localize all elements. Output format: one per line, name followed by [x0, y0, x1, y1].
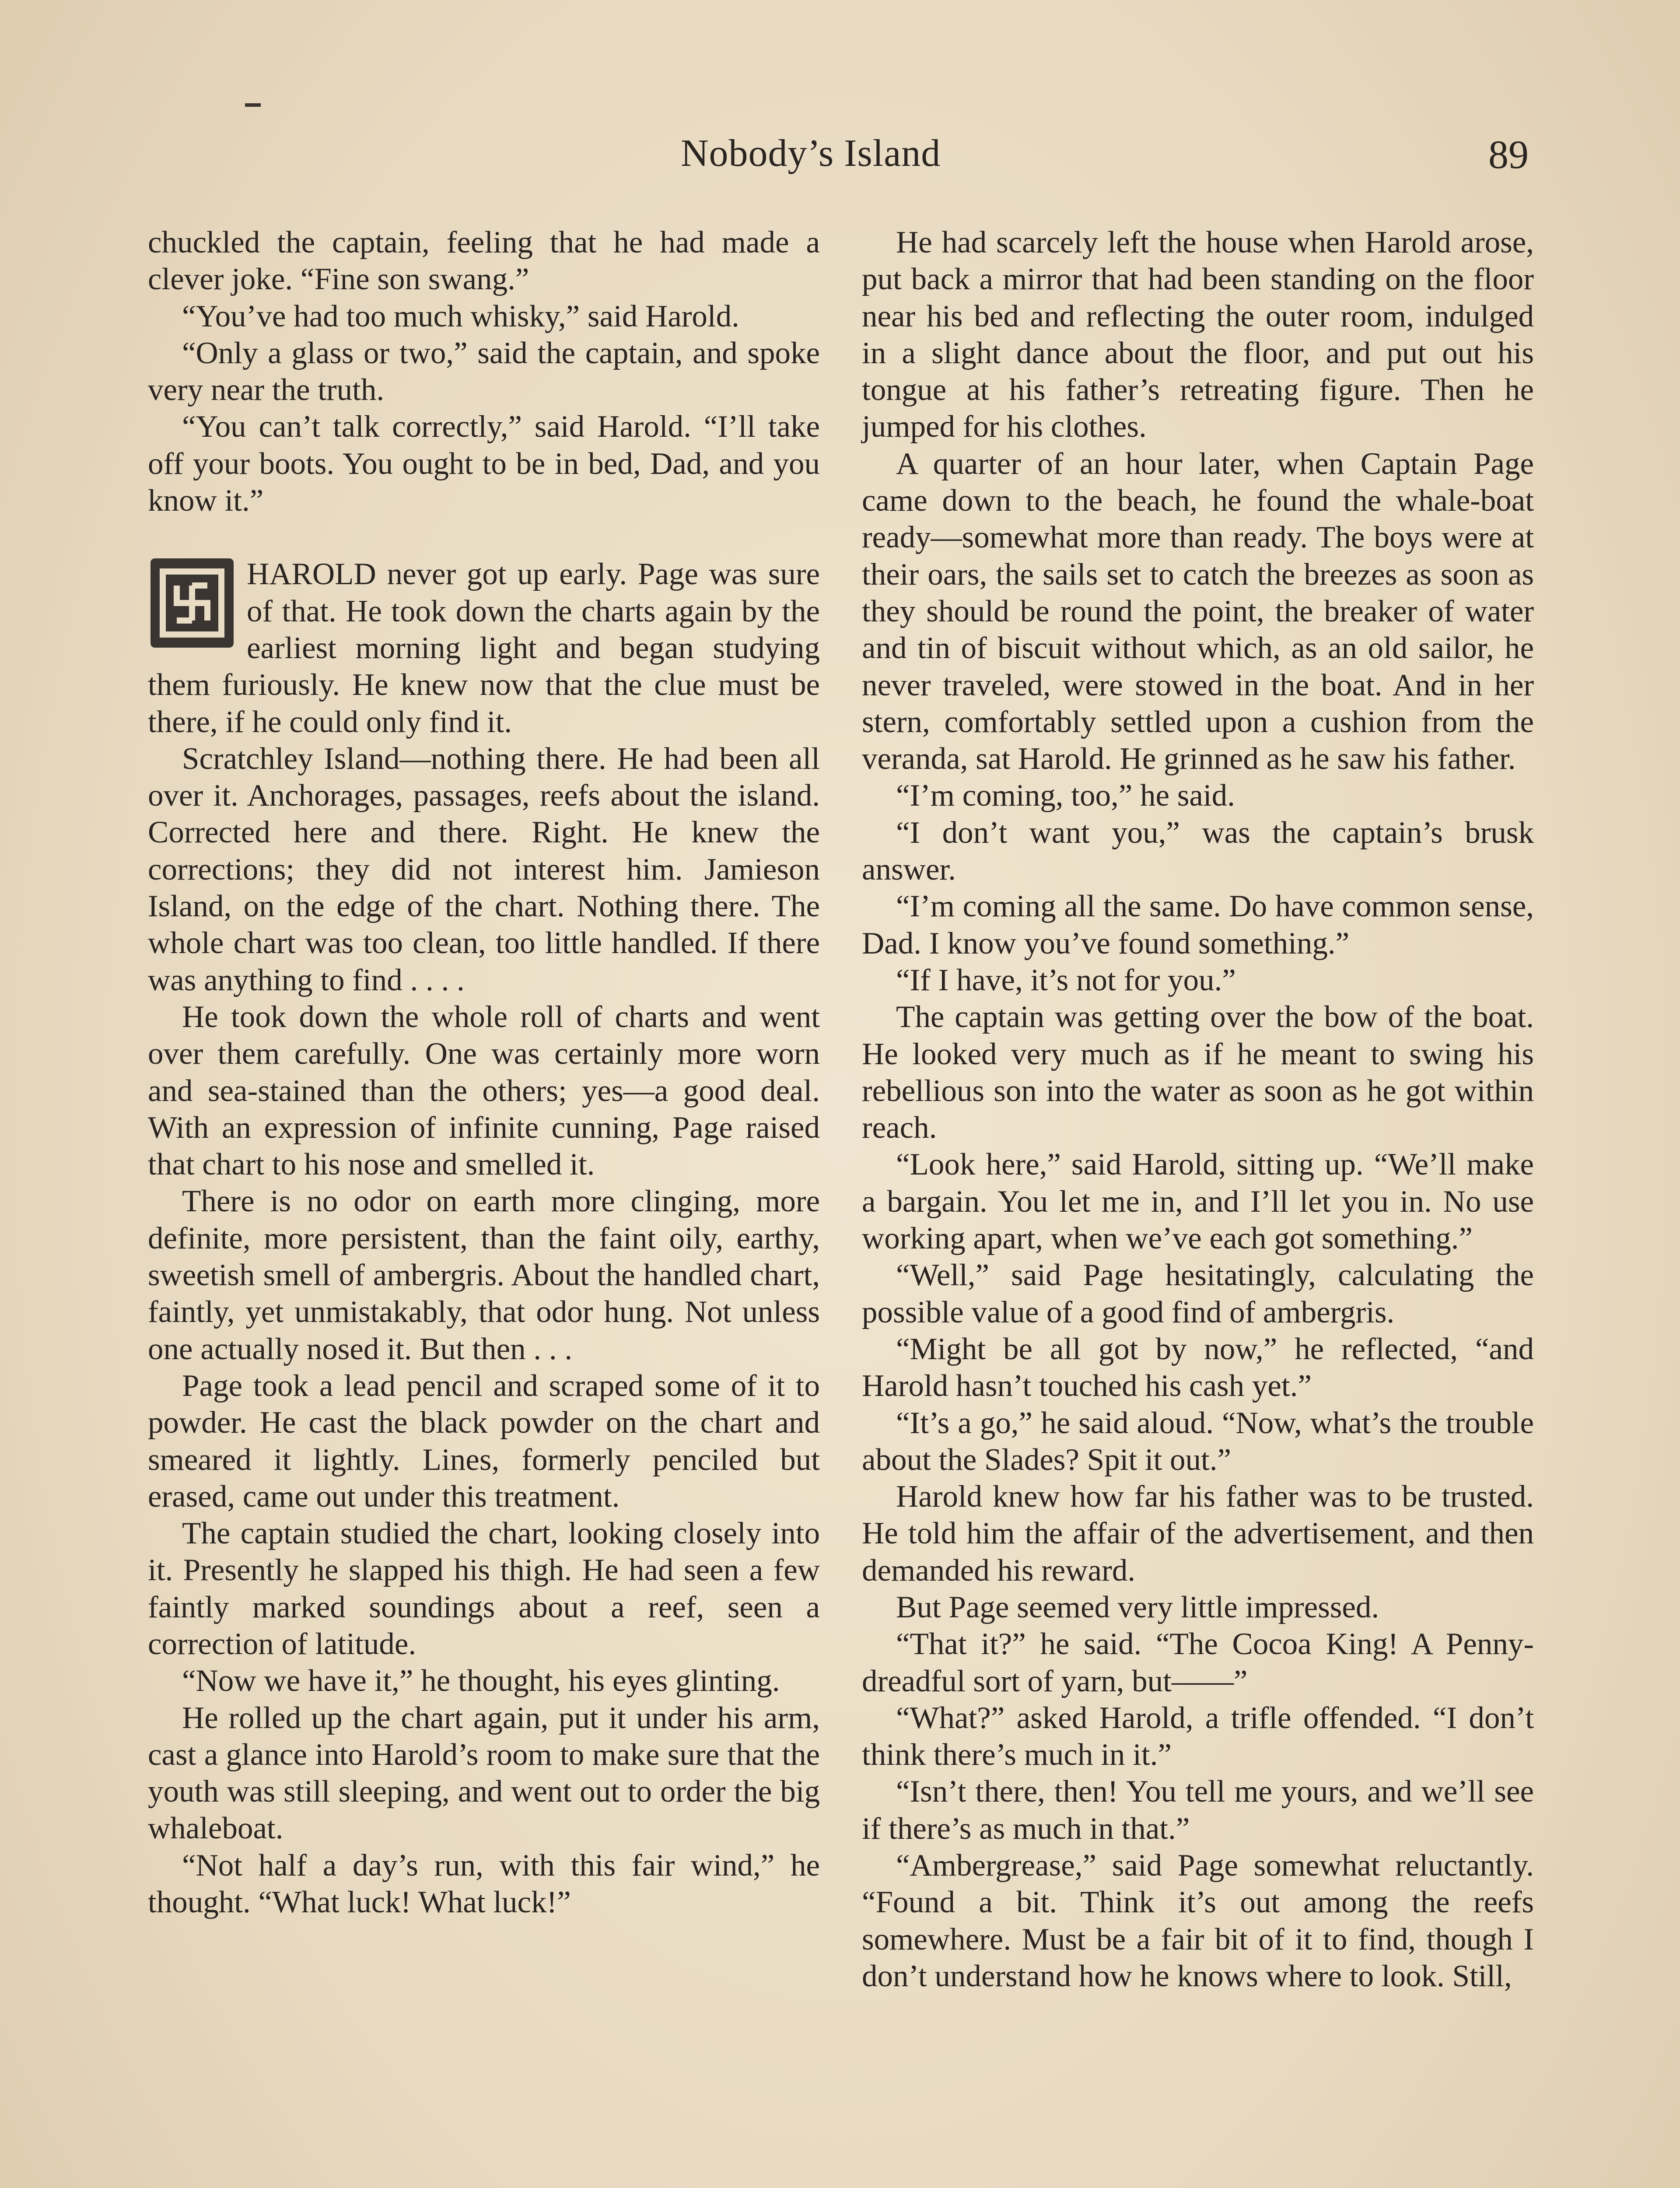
paragraph: “You’ve had too much whisky,” said Harold.	[182, 299, 739, 333]
paragraph: There is no odor on earth more clinging, more definite, more persistent, than the faint oily, earthy, sweetish smell of ambergris. About the handled chart, faintly, yet unmistakably, that odor hung. Not unless one actually nosed it. But then . . .	[148, 1184, 820, 1366]
paragraph: He had scarcely left the house when Harold arose, put back a mirror that had been standing on the floor near his bed and reflecting the outer room, indulged in a slight dance about the floor, and put out his tongue at his father’s retreating figure. Then he jumped for his clothes.	[862, 225, 1534, 444]
paragraph: The captain studied the chart, looking closely into it. Presently he slapped his thigh. He had seen a few faintly marked soundings about a reef, seen a correction of latitude.	[148, 1516, 820, 1661]
paragraph: “I’m coming, too,” he said.	[896, 778, 1235, 813]
paragraph: chuckled the captain, feeling that he had made a clever joke. “Fine son swang.”	[148, 225, 820, 297]
paragraph: “I’m coming all the same. Do have common sense, Dad. I know you’ve found something.”	[862, 889, 1534, 961]
paragraph: “Might be all got by now,” he reflected, “and Harold hasn’t touched his cash yet.”	[862, 1332, 1534, 1403]
paragraph: Scratchley Island—nothing there. He had been all over it. Anchorages, passages, reefs about the island. Corrected here and there. Right. He knew the corrections; they did not interest him. Jamieson Island, on the edge of the chart. Nothing there. The whole chart was too clean, too little handled. If there was anything to find . . . .	[148, 741, 820, 997]
paragraph: “If I have, it’s not for you.”	[896, 963, 1236, 997]
paragraph: The captain was getting over the bow of the boat. He looked very much as if he meant to swing his rebellious son into the water as soon as he got within reach.	[862, 1000, 1534, 1145]
paragraph: HAROLD never got up early. Page was sure of that. He took down the charts again by the earliest morning light and began studying them furiously. He knew now that the clue must be there, if he could only find it.	[148, 557, 820, 739]
right-column	[862, 224, 1534, 1995]
paragraph: “Not half a day’s run, with this fair wind,” he thought. “What luck! What luck!”	[148, 1848, 820, 1920]
paragraph: “Now we have it,” he thought, his eyes glinting.	[182, 1664, 780, 1698]
paragraph: “Ambergrease,” said Page somewhat reluctantly. “Found a bit. Think it’s out among the reefs somewhere. Must be a fair bit of it to find, though I don’t understand how he knows where to look. Still,	[862, 1848, 1534, 1993]
paragraph: “I don’t want you,” was the captain’s brusk answer.	[862, 815, 1534, 887]
paragraph: “That it?” he said. “The Cocoa King! A Penny-dreadful sort of yarn, but——”	[862, 1627, 1534, 1698]
paragraph: A quarter of an hour later, when Captain Page came down to the beach, he found the whale-boat ready—somewhat more than ready. The boys were at their oars, the sails set to catch the breezes as soon as they should be round the point, the breaker of water and tin of biscuit without which, as an old sailor, he never traveled, were stowed in the boat. And in her stern, comfortably settled upon a cushion from the veranda, sat Harold. He grinned as he saw his father.	[862, 446, 1534, 776]
swastika-ornament-icon	[150, 558, 234, 648]
page-number: 89	[1488, 132, 1529, 177]
paragraph: “Isn’t there, then! You tell me yours, and we’ll see if there’s as much in that.”	[862, 1774, 1534, 1846]
paragraph: “Only a glass or two,” said the captain, and spoke very near the truth.	[148, 336, 820, 407]
paragraph: “Look here,” said Harold, sitting up. “We’ll make a bargain. You let me in, and I’ll let you in. No use working apart, when we’ve each got something.”	[862, 1147, 1534, 1256]
running-header: Nobody’s Island	[681, 132, 941, 175]
paragraph: “Well,” said Page hesitatingly, calculating the possible value of a good find of ambergris.	[862, 1258, 1534, 1329]
corner-mark	[245, 103, 261, 107]
paragraph: But Page seemed very little impressed.	[896, 1590, 1379, 1624]
left-column	[148, 224, 820, 1921]
paragraph: “What?” asked Harold, a trifle offended. “I don’t think there’s much in it.”	[862, 1701, 1534, 1772]
paragraph: Harold knew how far his father was to be trusted. He told him the affair of the advertisement, and then demanded his reward.	[862, 1480, 1534, 1588]
paragraph: “It’s a go,” he said aloud. “Now, what’s the trouble about the Slades? Spit it out.”	[862, 1406, 1534, 1477]
paragraph: “You can’t talk correctly,” said Harold. “I’ll take off your boots. You ought to be in bed, Dad, and you know it.”	[148, 410, 820, 518]
paragraph: Page took a lead pencil and scraped some of it to powder. He cast the black powder on the chart and smeared it lightly. Lines, formerly penciled but erased, came out under this treatment.	[148, 1368, 820, 1514]
paragraph: He rolled up the chart again, put it under his arm, cast a glance into Harold’s room to make sure that the youth was still sleeping, and went out to order the big whaleboat.	[148, 1701, 820, 1846]
paragraph: He took down the whole roll of charts and went over them carefully. One was certainly more worn and sea-stained than the others; yes—a good deal. With an expression of infinite cunning, Page raised that chart to his nose and smelled it.	[148, 999, 820, 1182]
